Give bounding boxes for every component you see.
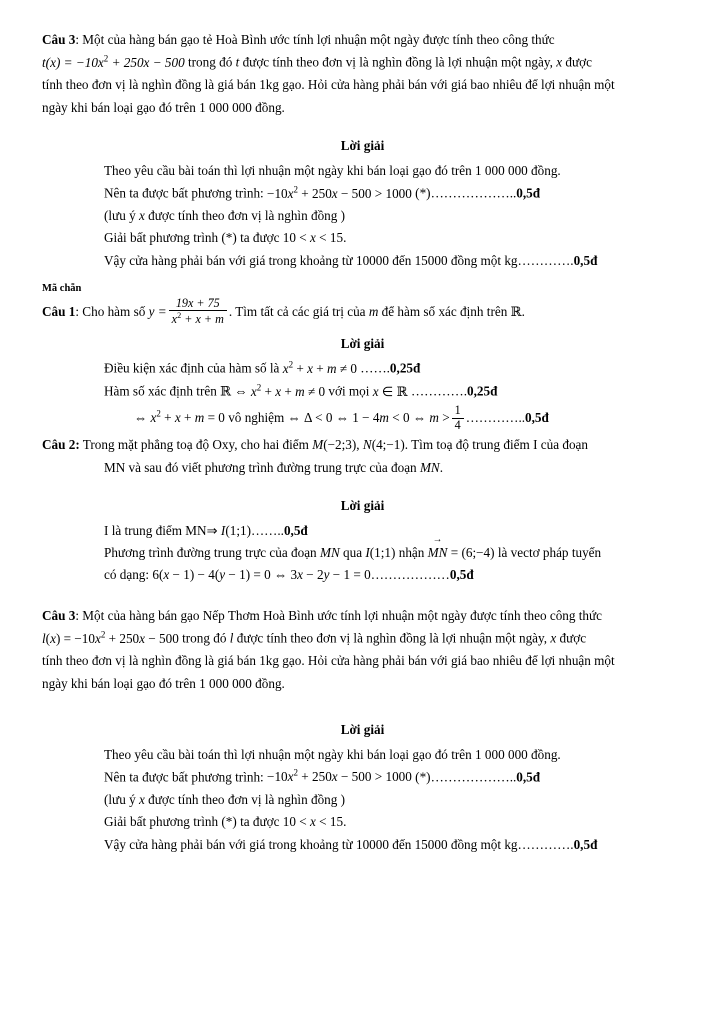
q1-sol-line-3 [134, 402, 683, 433]
q2-solution-heading: Lời giải [340, 498, 385, 514]
q1-sol-2b: với mọi [328, 383, 370, 399]
q1-sol-2cond: x ∈ ℝ [372, 383, 408, 400]
q2-sol-1score: 0,5đ [283, 522, 308, 538]
q2-sol-1dots: …….. [250, 522, 284, 538]
q3-top-sol-3b: được tính theo đơn vị là nghìn đồng ) [148, 207, 346, 223]
q2-sol-2b: qua [343, 544, 363, 560]
q3-top-sol-5dots: …………. [517, 252, 574, 268]
q2-statement-b: . Tìm toạ độ trung điểm I của đoạn [404, 437, 589, 453]
q3-bottom-sol-line-2 [104, 767, 683, 788]
q1-var-m: m [368, 303, 379, 319]
q3-bottom-statement-part3: được tính theo đơn vị là nghìn đồng là lợi nhuận một ngày, [236, 630, 548, 646]
q1-sol-3a: vô nghiệm [228, 410, 285, 426]
question-2-block [42, 435, 683, 586]
q3-top-sol-4b: ta được [240, 230, 280, 246]
q3-bottom-statement [42, 606, 683, 626]
q2-sol-1a: I là trung điểm MN [104, 522, 207, 538]
q3-bottom-sol-line-4 [104, 812, 683, 832]
q2-sol-line-2 [104, 543, 683, 563]
q1-sol-1expr: $x^2 + x + m \ne 0$ [282, 359, 357, 376]
q1-fraction-denominator: $x^2 + x + m$ [169, 310, 227, 327]
q1-sol-3iff: ⇔ [134, 410, 148, 426]
q3-bottom-statement-part4: được [559, 630, 587, 646]
q3-top-sol-2c: (*) [415, 185, 431, 201]
q3-top-statement-part4: được [565, 54, 592, 70]
q1-sol-1score: 0,25đ [389, 360, 421, 376]
q2-sol-2mn: MN [319, 544, 340, 560]
q3-top-statement-line3: tính theo đơn vị là nghìn đồng là giá bán 1kg gạo. Hỏi cửa hàng phải bán với giá bao nhiêu để lợi nhuận một [42, 77, 615, 93]
q3-top-statement [42, 30, 683, 50]
q3-bottom-statement-line4: ngày khi bán loại gạo đó trên 1 000 000 đồng. [42, 675, 285, 691]
q3-bottom-var-x: x [550, 630, 557, 646]
q3-bottom-sol-line-1: Theo yêu cầu bài toán thì lợi nhuận một ngày khi bán loại gạo đó trên 1 000 000 đồng. [104, 746, 561, 762]
q1-sol-3b: ⇔ Δ < 0 ⇔ 1 − 4m < 0 ⇔ m > [287, 410, 450, 426]
q3-top-statement-line4: ngày khi bán loại gạo đó trên 1 000 000 đồng. [42, 99, 285, 115]
question-3-top-block [42, 30, 683, 271]
q3-bottom-sol-4b: ta được [240, 814, 280, 830]
q1-sol-3dots: ………….. [465, 410, 526, 426]
q3-bottom-inequality: $-10x^2 + 250x - 500 > 1000$ [267, 767, 412, 785]
q2-sol-2c: nhận [398, 544, 425, 560]
q1-label: Câu 1 [42, 303, 76, 319]
q3-top-statement-part3: được tính theo đơn vị là nghìn đồng là lợi nhuận một ngày, [242, 54, 553, 70]
q2-sol-line-1 [104, 521, 683, 541]
q1-sol-3frac-num: 1 [454, 402, 461, 417]
q3-top-formula: $t(x) = -10x^2 + 250x - 500$ [42, 53, 185, 70]
q3-top-sol-line-5 [104, 251, 683, 271]
q1-sol-3frac-den: 4 [452, 418, 464, 433]
q3-bottom-sol-line-3 [104, 790, 683, 810]
q1-fraction [169, 297, 227, 327]
q1-y-eq: y = [148, 303, 167, 319]
question-3-bottom-block [42, 606, 683, 855]
q2-statement-line2 [104, 458, 683, 478]
q1-sol-2iff: ⇔ [234, 383, 248, 399]
q2-statement [42, 435, 683, 455]
q2-comma: , [356, 437, 360, 453]
q3-top-statement-line2 [42, 52, 683, 73]
q3-top-sol-5score: 0,5đ [573, 252, 598, 268]
exam-code-label: Mã chẵn [42, 283, 82, 295]
q1-sol-2a: Hàm số xác định trên [104, 383, 217, 399]
q3-bottom-sol-4a: Giải bất phương trình [104, 814, 219, 830]
question-1-block [42, 295, 683, 434]
q3-bottom-sol-line-5 [104, 835, 683, 855]
q3-top-solution-heading: Lời giải [340, 138, 385, 154]
q3-top-sol-2score: 0,5đ [516, 185, 541, 201]
q3-top-sol-5a: Vậy cửa hàng phải bán với giá trong khoảng từ 10000 đến 15000 đồng một kg [104, 252, 518, 268]
q3-top-sol-2dots: ……………….. [430, 185, 517, 201]
q3-bottom-var-l: l [229, 630, 234, 646]
q3-bottom-sol-5dots: …………. [517, 836, 574, 852]
q2-sol-3expr: 6(x − 1) − 4(y − 1) = 0 ⇔ 3x − 2y − 1 = 0 [152, 567, 371, 583]
q1-sol-1a: Điều kiện xác định của hàm số là [104, 360, 280, 376]
q2-sol-line-3 [104, 565, 683, 585]
q2-sol-2a: Phương trình đường trung trực của đoạn [104, 544, 317, 560]
q2-mn: MN [419, 459, 440, 475]
q3-bottom-formula: $l(x) = -10x^2 + 250x - 500$ [42, 629, 179, 646]
q1-sol-1dots: ……. [360, 360, 390, 376]
q3-bottom-sol-2score: 0,5đ [516, 769, 541, 785]
q3-top-statement-part1: : Một của hàng bán gạo tẻ Hoà Bình ước tính lợi nhuận một ngày được tính theo công thức [75, 32, 555, 47]
q3-bottom-sol-4range: 10 < x < 15 [282, 814, 344, 830]
q3-bottom-label: Câu 3 [42, 607, 76, 623]
q3-bottom-sol-2dots: ……………….. [430, 769, 517, 785]
q3-bottom-solution-heading: Lời giải [340, 722, 385, 738]
q2-sol-3a: có dạng: [104, 567, 150, 583]
q2-point-n: N(4;−1) [362, 437, 405, 453]
q3-bottom-statement-part2: trong đó [182, 630, 227, 646]
q1-fraction-numerator: 19x + 75 [175, 295, 220, 310]
q3-bottom-statement-line3: tính theo đơn vị là nghìn đồng là giá bán 1kg gạo. Hỏi cửa hàng phải bán với giá bao nhiêu để lợi nhuận một [42, 653, 615, 669]
q2-sol-2vector: MN → [428, 543, 448, 563]
q1-solution-heading: Lời giải [340, 335, 385, 351]
q3-bottom-sol-5score: 0,5đ [573, 836, 598, 852]
q3-bottom-sol-2a: Nên ta được bất phương trình: [104, 769, 264, 785]
q2-label: Câu 2: [42, 437, 80, 453]
q1-sol-2score: 0,25đ [466, 383, 498, 399]
q1-sol-2dots: …………. [410, 383, 467, 399]
q1-sol-2r: ℝ [220, 384, 232, 400]
q3-top-sol-line-4 [104, 228, 683, 248]
q1-statement [42, 295, 683, 328]
q1-sol-2expr: $x^2 + x + m \ne 0$ [250, 382, 326, 399]
q3-top-sol-4range: 10 < x < 15 [282, 230, 344, 246]
q2-statement-c: MN và sau đó viết phương trình đường trung trực của đoạn [104, 459, 417, 475]
q3-bottom-sol-5a: Vậy cửa hàng phải bán với giá trong khoảng từ 10000 đến 15000 đồng một kg [104, 836, 518, 852]
q3-bottom-statement-part1: : Một của hàng bán gạo Nếp Thơm Hoà Bình ước tính lợi nhuận một ngày được tính theo công thức [75, 607, 603, 623]
q2-sol-2d: là vectơ pháp tuyến [497, 544, 602, 560]
q1-sol-line-2 [104, 381, 683, 403]
q1-sol-3expr: $x^2 + x + m = 0$ [150, 408, 225, 426]
q3-top-sol-line-3 [104, 206, 683, 226]
q2-statement-a: Trong mặt phẳng toạ độ Oxy, cho hai điểm [82, 437, 309, 453]
q3-top-label: Câu 3 [42, 32, 76, 47]
q3-top-inequality: $-10x^2 + 250x - 500 > 1000$ [267, 184, 412, 201]
q2-sol-3score: 0,5đ [449, 567, 474, 583]
q1-statement-c: để hàm số xác định trên [381, 303, 508, 319]
q3-top-sol-4a: Giải bất phương trình [104, 230, 219, 246]
q3-top-sol-3var: x [138, 207, 145, 223]
q2-sol-3dots: ……………… [370, 567, 450, 583]
q3-top-var-t: t [235, 54, 240, 70]
q2-sol-2vec-eq: = (6;−4) [450, 544, 495, 560]
q3-top-statement-part2: trong đó [187, 54, 233, 70]
q3-top-sol-2a: Nên ta được bất phương trình: [104, 185, 264, 201]
q1-set-r: ℝ [510, 304, 522, 320]
q3-top-sol-4d: . [343, 230, 347, 246]
q3-bottom-sol-3a: (lưu ý [104, 791, 136, 807]
q3-bottom-sol-3b: được tính theo đơn vị là nghìn đồng ) [148, 791, 346, 807]
q3-bottom-sol-4d: . [343, 814, 347, 830]
q3-bottom-sol-3var: x [138, 791, 145, 807]
q1-statement-b: . Tìm tất cả các giá trị của [228, 303, 366, 319]
q1-sol-3fraction [452, 404, 464, 432]
q3-bottom-sol-2c: (*) [415, 769, 431, 785]
q1-statement-a: : Cho hàm số [75, 303, 146, 319]
q1-sol-line-1 [104, 358, 683, 379]
q2-sol-2i: I(1;1) [365, 544, 396, 560]
q3-bottom-statement-line2 [42, 628, 683, 649]
q2-sol-1i: I(1;1) [220, 522, 251, 538]
q1-sol-3score: 0,5đ [525, 410, 549, 426]
q3-top-sol-4star: (*) [221, 230, 237, 246]
q2-statement-d: . [439, 459, 444, 475]
q2-sol-1arrow: ⇒ [206, 522, 218, 538]
q3-top-sol-line-2 [104, 183, 683, 204]
q3-top-sol-line-1: Theo yêu cầu bài toán thì lợi nhuận một ngày khi bán loại gạo đó trên 1 000 000 đồng. [104, 162, 561, 178]
q2-point-m: M(−2;3) [312, 437, 357, 453]
q1-statement-d: . [521, 303, 525, 319]
q3-top-sol-3a: (lưu ý [104, 207, 136, 223]
q3-bottom-sol-4star: (*) [221, 814, 237, 830]
q3-top-var-x: x [556, 54, 563, 70]
